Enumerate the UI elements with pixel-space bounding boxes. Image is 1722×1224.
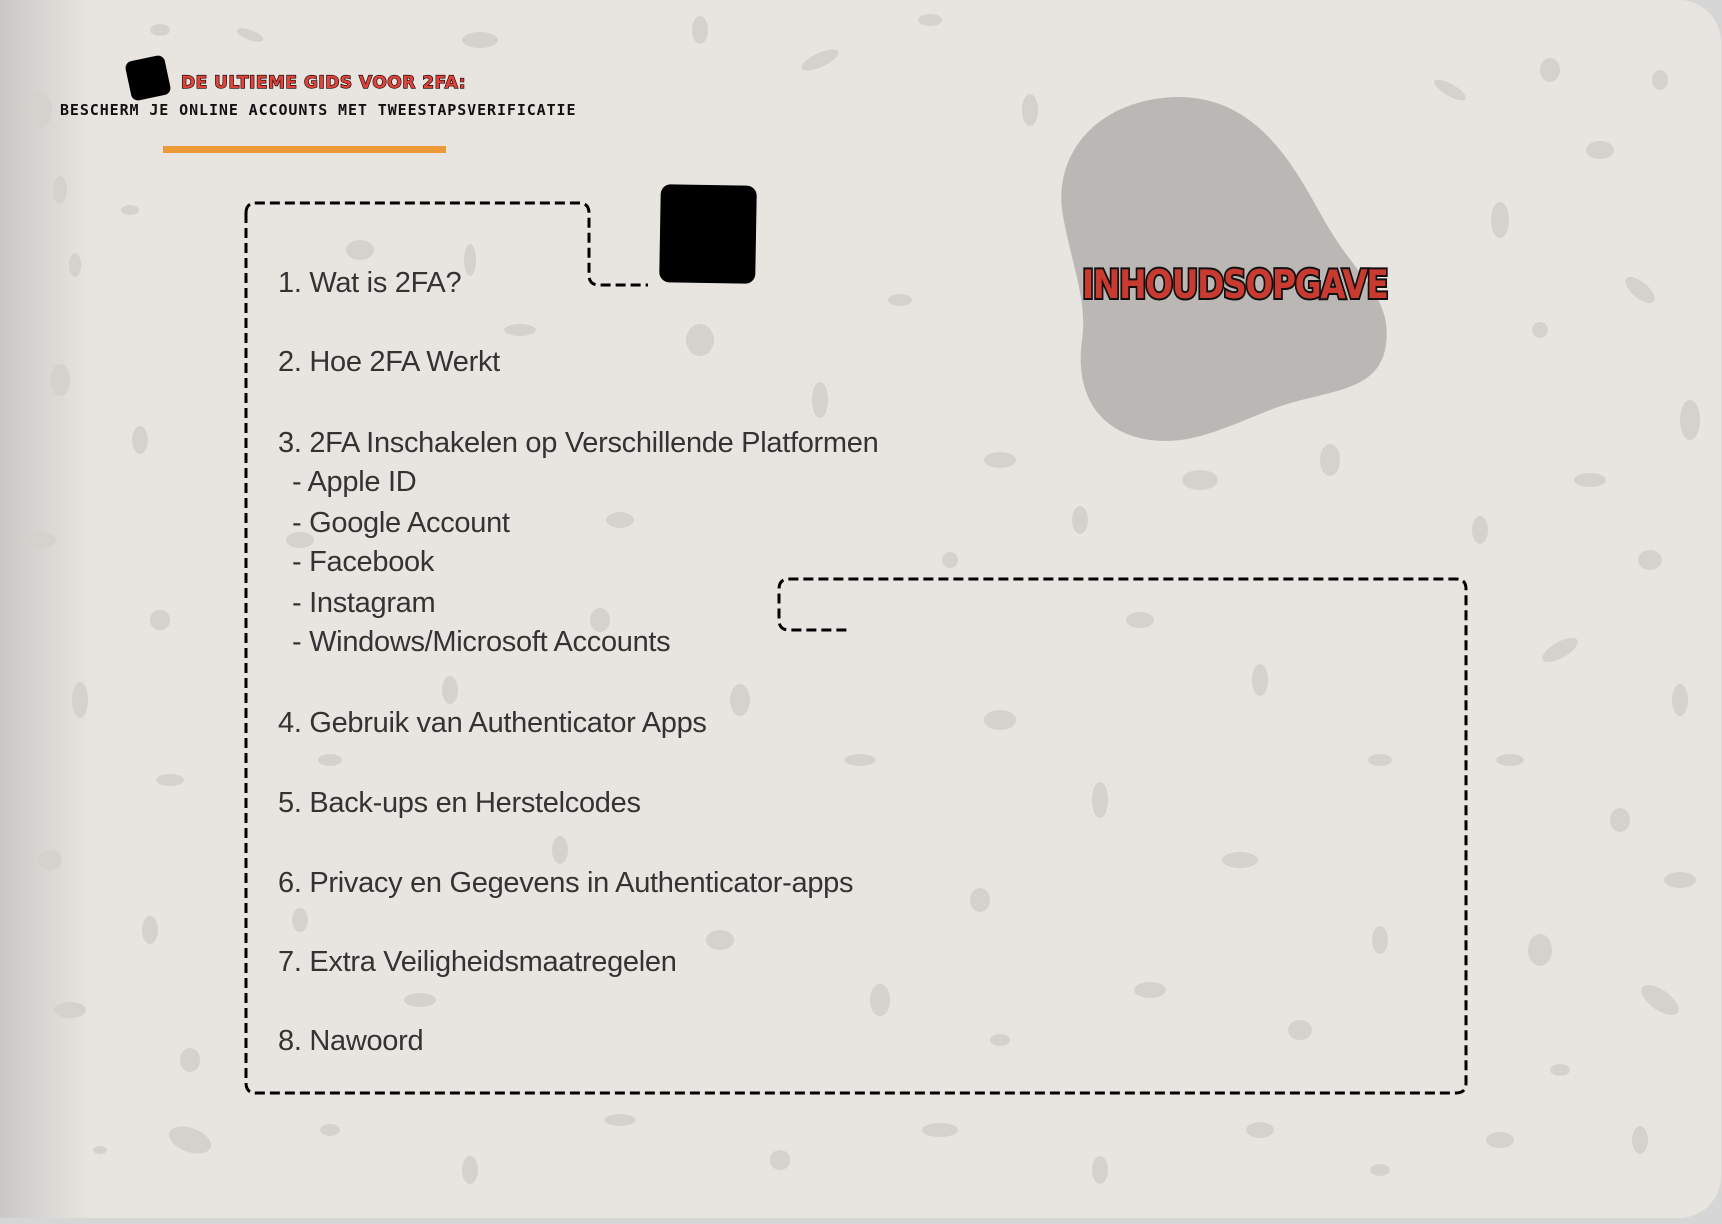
toc-item-3[interactable]: 3. 2FA Inschakelen op Verschillende Platformen [278,427,879,459]
document-title: DE ULTIEME GIDS VOOR 2FA: [181,73,467,93]
black-square-icon [659,184,757,284]
toc-item-2[interactable]: 2. Hoe 2FA Werkt [278,346,500,378]
toc-item-4[interactable]: 4. Gebruik van Authenticator Apps [278,707,707,739]
toc-subitem-facebook[interactable]: - Facebook [292,546,435,578]
document-subtitle: BESCHERM JE ONLINE ACCOUNTS MET TWEESTAPSVERIFICATIE [60,101,577,119]
toc-item-6[interactable]: 6. Privacy en Gegevens in Authenticator-apps [278,867,854,899]
toc-subitem-instagram[interactable]: - Instagram [292,587,436,619]
toc-item-5[interactable]: 5. Back-ups en Herstelcodes [278,787,641,819]
toc-subitem-windows[interactable]: - Windows/Microsoft Accounts [292,626,671,658]
toc-item-7[interactable]: 7. Extra Veiligheidsmaatregelen [278,946,677,978]
toc-subitem-apple-id[interactable]: - Apple ID [292,466,417,498]
toc-subitem-google[interactable]: - Google Account [292,507,510,539]
toc-item-8[interactable]: 8. Nawoord [278,1025,424,1057]
toc-item-1[interactable]: 1. Wat is 2FA? [278,267,462,299]
toc-heading: INHOUDSOPGAVE [1082,263,1388,308]
